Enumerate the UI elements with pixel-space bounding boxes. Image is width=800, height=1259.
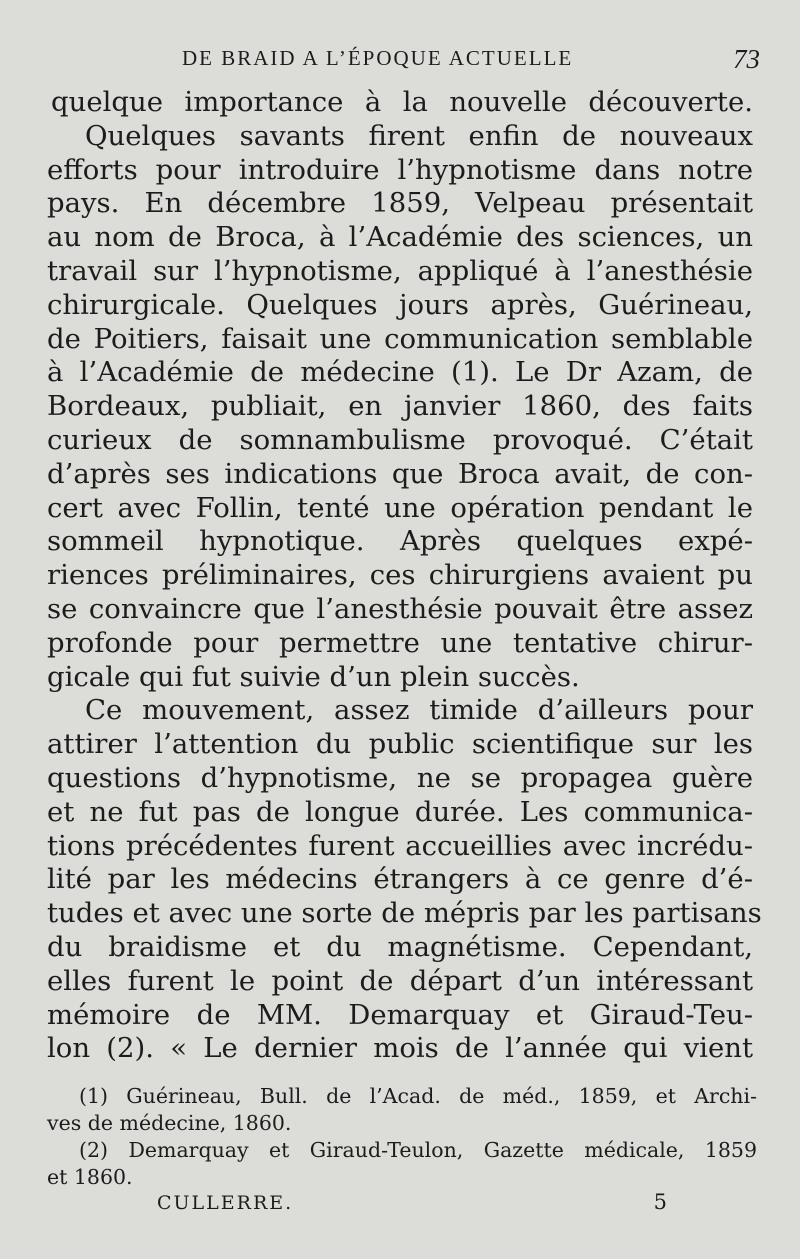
text-line: et ne fut pas de longue durée. Les communica- — [47, 795, 753, 828]
footnote-line: (1) Guérineau, Bull. de l’Acad. de méd., 1859, et Archi- — [79, 1084, 757, 1108]
text-line: tions précédentes furent accueillies avec incrédu- — [47, 829, 753, 862]
text-line: quelque importance à la nouvelle découverte. — [51, 86, 753, 118]
text-line: du braidisme et du magnétisme. Cependant, — [47, 930, 753, 963]
footnote-line: (2) Demarquay et Giraud-Teulon, Gazette médicale, 1859 — [79, 1138, 757, 1162]
text-line: Bordeaux, publiait, en janvier 1860, des faits — [47, 390, 753, 423]
text-line: lité par les médecins étrangers à ce genre d’é- — [47, 863, 753, 896]
text-line: curieux de somnambulisme provoqué. C’était — [47, 423, 753, 456]
running-header — [182, 46, 760, 76]
text-line: attirer l’attention du public scientifique sur les — [47, 728, 753, 761]
text-line: au nom de Broca, à l’Académie des sciences, un — [47, 221, 753, 254]
text-line: sommeil hypnotique. Après quelques expé- — [47, 525, 753, 558]
text-line: profonde pour permettre une tentative chirur- — [47, 626, 753, 659]
page-footer — [157, 1192, 667, 1222]
author-signature-mark: CULLERRE. — [157, 1192, 294, 1214]
text-line: gicale qui fut suivie d’un plein succès. — [47, 660, 580, 693]
gathering-signature: 5 — [653, 1190, 667, 1214]
text-line: à l’Académie de médecine (1). Le Dr Azam, de — [47, 356, 753, 389]
body-text — [47, 86, 762, 1066]
footnote-line: et 1860. — [47, 1165, 133, 1189]
text-line: elles furent le point de départ d’un intéressant — [47, 964, 753, 997]
text-line: questions d’hypnotisme, ne se propagea guère — [47, 761, 753, 794]
text-line: lon (2). « Le dernier mois de l’année qui vient — [47, 1032, 753, 1065]
text-line: chirurgicale. Quelques jours après, Guérineau, — [47, 288, 753, 321]
running-title: DE BRAID A L’ÉPOQUE ACTUELLE — [182, 46, 574, 70]
text-line: cert avec Follin, tenté une opération pendant le — [47, 491, 753, 524]
text-line: tudes et avec une sorte de mépris par les partisans — [47, 897, 762, 930]
page-number: 73 — [733, 44, 760, 74]
text-line: mémoire de MM. Demarquay et Giraud-Teu- — [47, 998, 753, 1031]
text-line: riences préliminaires, ces chirurgiens avaient pu — [47, 559, 753, 592]
text-line: travail sur l’hypnotisme, appliqué à l’anesthésie — [47, 254, 753, 287]
footnote-line: ves de médecine, 1860. — [47, 1111, 292, 1135]
footnotes — [47, 1083, 757, 1191]
text-line: Quelques savants firent enfin de nouveaux — [85, 119, 753, 152]
text-line: de Poitiers, faisait une communication semblable — [47, 322, 753, 355]
text-line: Ce mouvement, assez timide d’ailleurs pour — [85, 694, 753, 727]
text-line: pays. En décembre 1859, Velpeau présentait — [47, 187, 753, 220]
text-line: efforts pour introduire l’hypnotisme dans notre — [47, 153, 753, 186]
text-line: se convaincre que l’anesthésie pouvait être assez — [47, 592, 753, 625]
text-line: d’après ses indications que Broca avait, de con- — [47, 457, 753, 490]
